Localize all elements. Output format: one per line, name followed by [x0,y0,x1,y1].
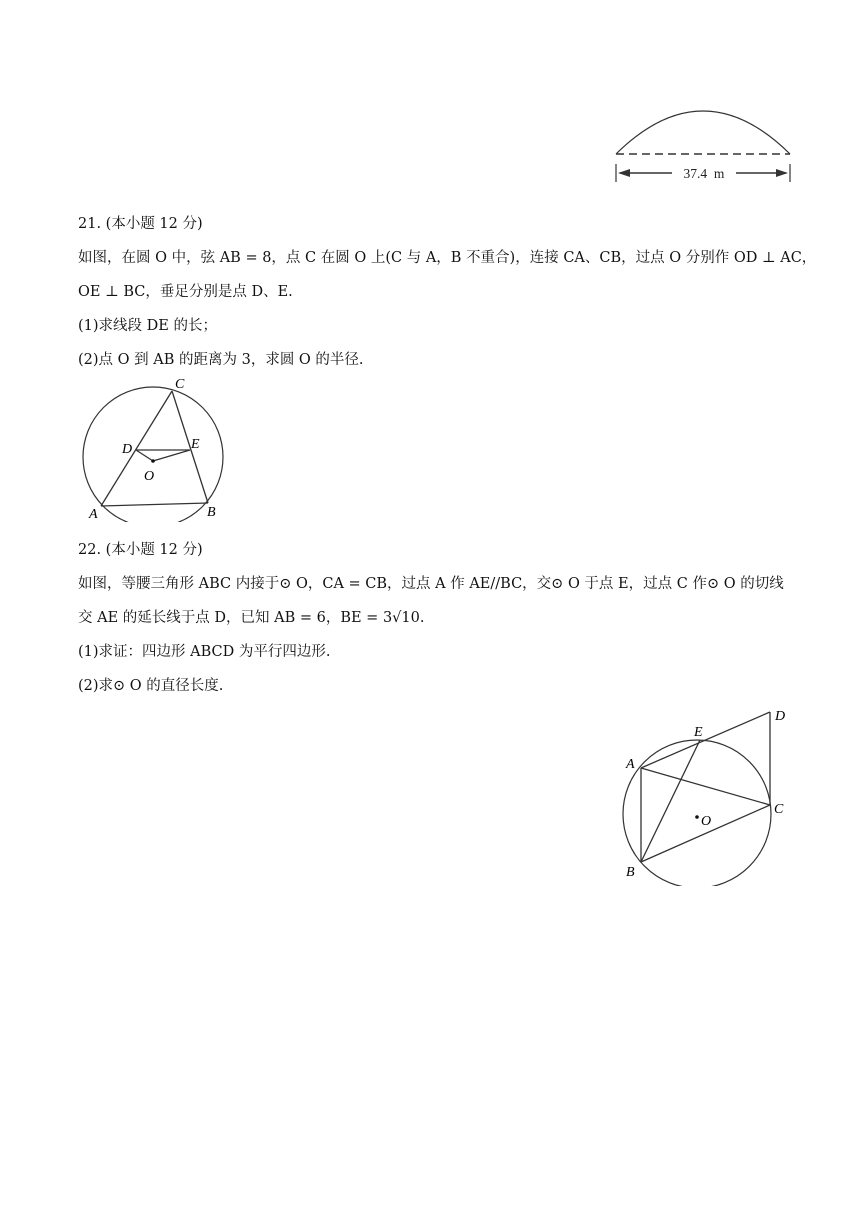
q22-segment-AD [641,712,770,768]
arch-figure [608,96,798,188]
q22-header: 22. (本小题 12 分) [78,542,203,558]
q22-circle-figure [612,700,802,886]
q22-center-dot [695,815,699,819]
q22-circle [623,740,771,886]
q21-label-C: C [175,377,185,392]
q21-segment-OE [153,450,190,461]
q21-header: 21. (本小题 12 分) [78,216,203,232]
q21-label-D: D [122,442,133,457]
q21-chord-CA [101,391,172,506]
q22-segment-CA [641,768,770,805]
q21-part1: (1)求线段 DE 的长； [78,318,217,334]
q21-center-dot [151,459,155,463]
q22-label-E: E [694,725,703,740]
arch-curve [616,111,790,154]
q22-part2: (2)求⊙ O 的直径长度. [78,678,224,694]
q22-stem-line2: 交 AE 的延长线于点 D，已知 AB = 6，BE = 3√10. [78,610,425,626]
q22-label-D: D [775,709,786,724]
q21-circle-figure [78,374,238,522]
q21-label-A: A [89,507,98,522]
q21-label-E: E [191,437,200,452]
dimension-right-arrowhead [776,169,788,177]
q22-label-C: C [774,802,784,817]
q21-stem-line1: 如图，在圆 O 中，弦 AB = 8，点 C 在圆 O 上(C 与 A，B 不重合)，连接 CA、CB，过点 O 分别作 OD ⊥ AC， [78,250,817,266]
q22-stem-line1: 如图，等腰三角形 ABC 内接于⊙ O，CA = CB，过点 A 作 AE//BC，交⊙ O 于点 E，过点 C 作⊙ O 的切线 [78,576,784,592]
q21-part2: (2)点 O 到 AB 的距离为 3，求圆 O 的半径. [78,352,364,368]
q22-label-O: O [701,814,712,829]
q22-segment-BE [641,740,700,862]
q21-label-O: O [144,469,155,484]
q21-chord-AB [101,503,208,506]
q22-part1: (1)求证：四边形 ABCD 为平行四边形. [78,644,331,660]
arch-span-label: 37.4 m [683,166,725,181]
q22-label-A: A [626,757,635,772]
q21-label-B: B [207,505,216,520]
q21-segment-OD [136,450,153,461]
q22-label-B: B [626,865,635,880]
dimension-left-arrowhead [618,169,630,177]
q21-stem-line2: OE ⊥ BC，垂足分别是点 D、E. [78,284,293,300]
